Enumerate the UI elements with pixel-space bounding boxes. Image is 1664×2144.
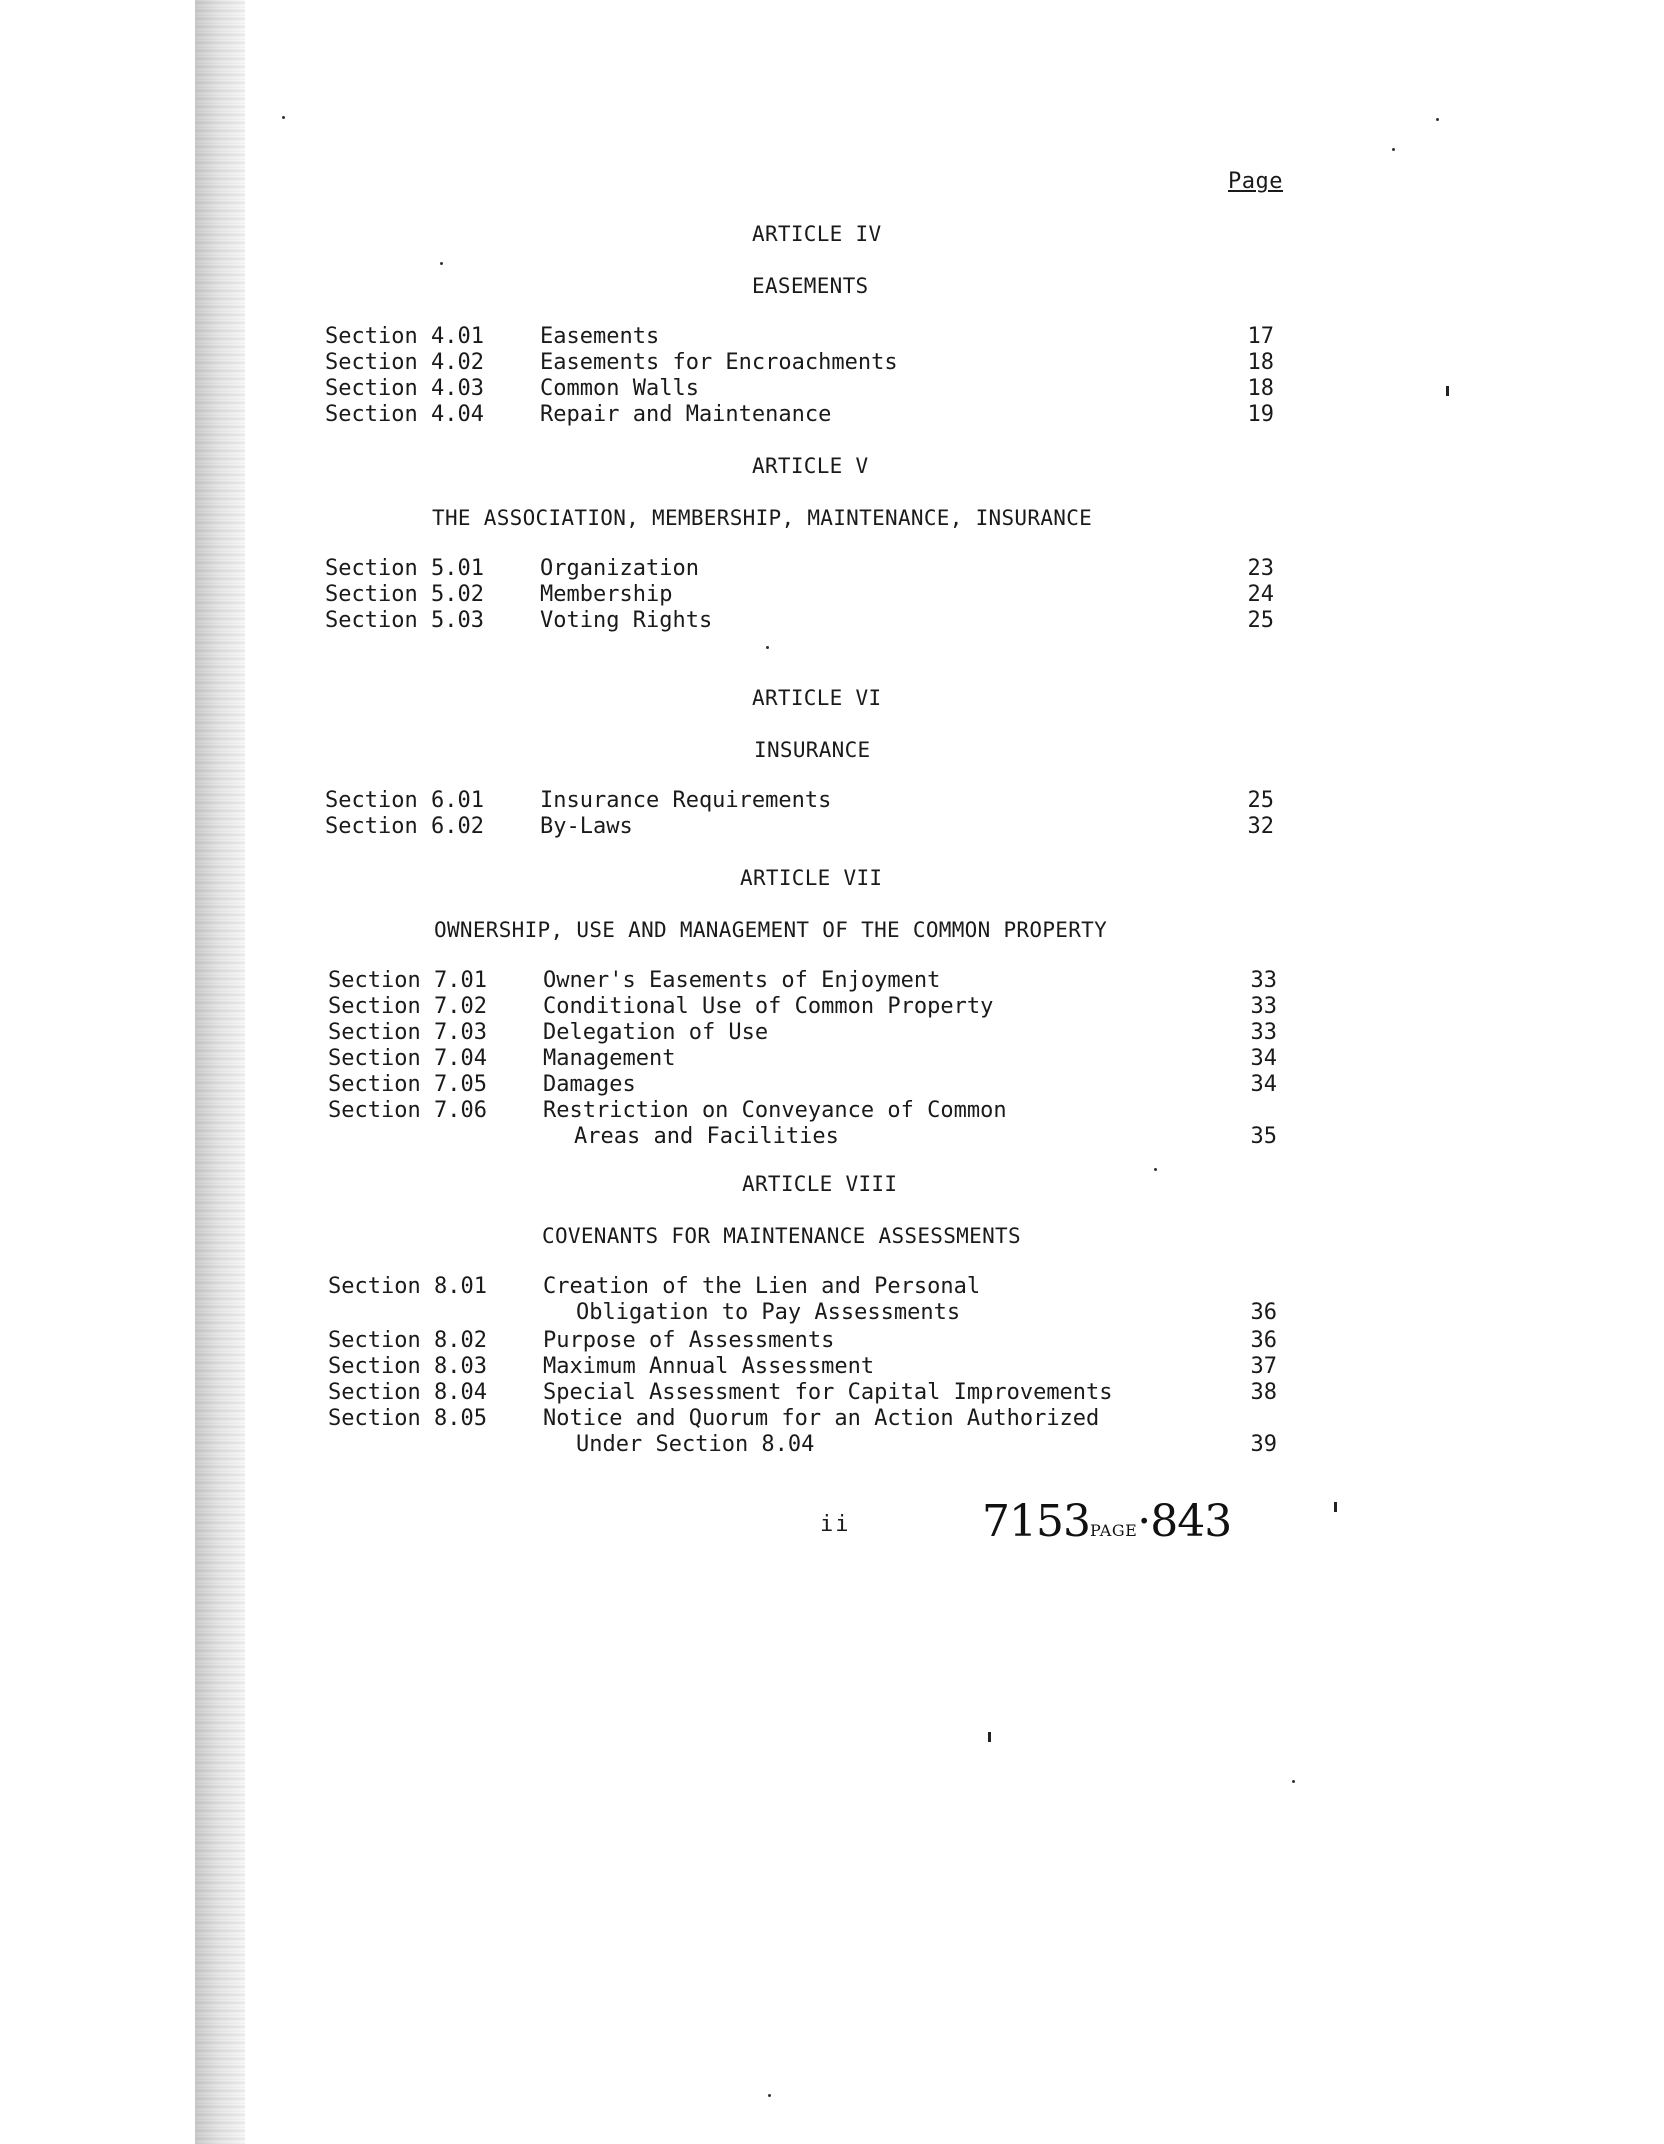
toc-row-continuation [0, 1124, 1664, 1150]
toc-row [0, 1380, 1664, 1406]
recording-stamp [982, 1496, 1231, 1547]
toc-row [0, 1072, 1664, 1098]
section-title: Conditional Use of Common Property [543, 994, 994, 1019]
section-title: Maximum Annual Assessment [543, 1354, 875, 1379]
section-title: Easements [540, 324, 660, 349]
section-number: Section 8.04 [328, 1380, 487, 1405]
toc-row [0, 1354, 1664, 1380]
section-page: 37 [1250, 1354, 1277, 1379]
section-number: Section 5.03 [325, 608, 484, 633]
toc-row [0, 402, 1664, 428]
toc-row [0, 1098, 1664, 1124]
section-number: Section 6.02 [325, 814, 484, 839]
scan-speck [1154, 1168, 1157, 1171]
article-vii-title: OWNERSHIP, USE AND MANAGEMENT OF THE COMMON PROPERTY [434, 918, 1108, 942]
section-page: 19 [1247, 402, 1274, 427]
scan-speck [766, 646, 769, 649]
section-title-continuation: Areas and Facilities [574, 1124, 839, 1149]
section-title: Special Assessment for Capital Improvements [543, 1380, 1113, 1405]
toc-row [0, 1020, 1664, 1046]
section-page: 34 [1250, 1046, 1277, 1071]
section-number: Section 7.06 [328, 1098, 487, 1123]
section-title-continuation: Under Section 8.04 [576, 1432, 815, 1457]
section-number: Section 6.01 [325, 788, 484, 813]
section-number: Section 7.03 [328, 1020, 487, 1045]
section-title: Purpose of Assessments [543, 1328, 835, 1353]
toc-row [0, 376, 1664, 402]
page-column-heading: Page [1228, 169, 1283, 194]
section-title: Notice and Quorum for an Action Authorized [543, 1406, 1100, 1431]
section-page: 36 [1250, 1328, 1277, 1353]
section-title: Damages [543, 1072, 636, 1097]
scan-speck [282, 116, 285, 119]
toc-row [0, 968, 1664, 994]
section-title: Insurance Requirements [540, 788, 832, 813]
article-v-title: THE ASSOCIATION, MEMBERSHIP, MAINTENANCE, INSURANCE [432, 506, 1093, 530]
toc-row [0, 582, 1664, 608]
section-page: 36 [1250, 1300, 1277, 1325]
section-number: Section 4.03 [325, 376, 484, 401]
article-viii-heading: ARTICLE VIII [742, 1172, 898, 1196]
section-number: Section 5.01 [325, 556, 484, 581]
scan-speck [1436, 118, 1439, 121]
section-title: Organization [540, 556, 699, 581]
section-page: 17 [1247, 324, 1274, 349]
section-page: 33 [1250, 1020, 1277, 1045]
section-title: Owner's Easements of Enjoyment [543, 968, 941, 993]
scan-speck [1392, 148, 1395, 151]
section-page: 34 [1250, 1072, 1277, 1097]
section-number: Section 7.05 [328, 1072, 487, 1097]
section-title: Easements for Encroachments [540, 350, 898, 375]
article-viii-title: COVENANTS FOR MAINTENANCE ASSESSMENTS [542, 1224, 1021, 1248]
section-number: Section 7.04 [328, 1046, 487, 1071]
section-number: Section 8.05 [328, 1406, 487, 1431]
section-title-continuation: Obligation to Pay Assessments [576, 1300, 961, 1325]
toc-row [0, 1046, 1664, 1072]
section-page: 18 [1247, 376, 1274, 401]
toc-row [0, 608, 1664, 634]
article-iv-heading: ARTICLE IV [752, 222, 882, 246]
section-page: 25 [1247, 608, 1274, 633]
toc-row [0, 556, 1664, 582]
toc-row [0, 1328, 1664, 1354]
section-title: Voting Rights [540, 608, 713, 633]
section-number: Section 8.02 [328, 1328, 487, 1353]
book-number: 7153 [982, 1496, 1090, 1547]
toc-row [0, 1274, 1664, 1300]
scan-speck [440, 262, 443, 265]
section-number: Section 8.01 [328, 1274, 487, 1299]
section-page: 18 [1247, 350, 1274, 375]
section-title: Membership [540, 582, 673, 607]
article-vii-heading: ARTICLE VII [740, 866, 883, 890]
section-page: 33 [1250, 968, 1277, 993]
section-number: Section 4.02 [325, 350, 484, 375]
section-number: Section 4.01 [325, 324, 484, 349]
article-vi-title: INSURANCE [754, 738, 871, 762]
scan-speck [768, 2094, 771, 2097]
section-number: Section 5.02 [325, 582, 484, 607]
section-title: Delegation of Use [543, 1020, 769, 1045]
toc-row [0, 788, 1664, 814]
stamp-separator: · [1137, 1496, 1151, 1547]
section-number: Section 8.03 [328, 1354, 487, 1379]
section-title: Repair and Maintenance [540, 402, 832, 427]
section-title: By-Laws [540, 814, 633, 839]
section-page: 38 [1250, 1380, 1277, 1405]
section-page: 32 [1247, 814, 1274, 839]
article-vi-heading: ARTICLE VI [752, 686, 882, 710]
scan-speck [1292, 1780, 1295, 1783]
record-page-number: 843 [1150, 1496, 1232, 1547]
toc-row-continuation [0, 1432, 1664, 1458]
section-title: Restriction on Conveyance of Common [543, 1098, 1007, 1123]
scan-mark [1334, 1502, 1337, 1512]
section-page: 24 [1247, 582, 1274, 607]
section-page: 35 [1250, 1124, 1277, 1149]
section-title: Common Walls [540, 376, 699, 401]
section-number: Section 7.02 [328, 994, 487, 1019]
toc-row [0, 350, 1664, 376]
toc-row [0, 814, 1664, 840]
section-title: Management [543, 1046, 676, 1071]
section-number: Section 7.01 [328, 968, 487, 993]
scan-mark [1446, 386, 1449, 396]
section-title: Creation of the Lien and Personal [543, 1274, 981, 1299]
page-label: PAGE [1089, 1521, 1138, 1540]
toc-row [0, 324, 1664, 350]
page-number: ii [820, 1512, 851, 1537]
article-v-heading: ARTICLE V [752, 454, 869, 478]
article-iv-title: EASEMENTS [752, 274, 869, 298]
section-page: 33 [1250, 994, 1277, 1019]
scan-mark [988, 1732, 991, 1742]
section-page: 25 [1247, 788, 1274, 813]
section-page: 39 [1250, 1432, 1277, 1457]
toc-row-continuation [0, 1300, 1664, 1326]
section-number: Section 4.04 [325, 402, 484, 427]
section-page: 23 [1247, 556, 1274, 581]
toc-row [0, 994, 1664, 1020]
toc-row [0, 1406, 1664, 1432]
